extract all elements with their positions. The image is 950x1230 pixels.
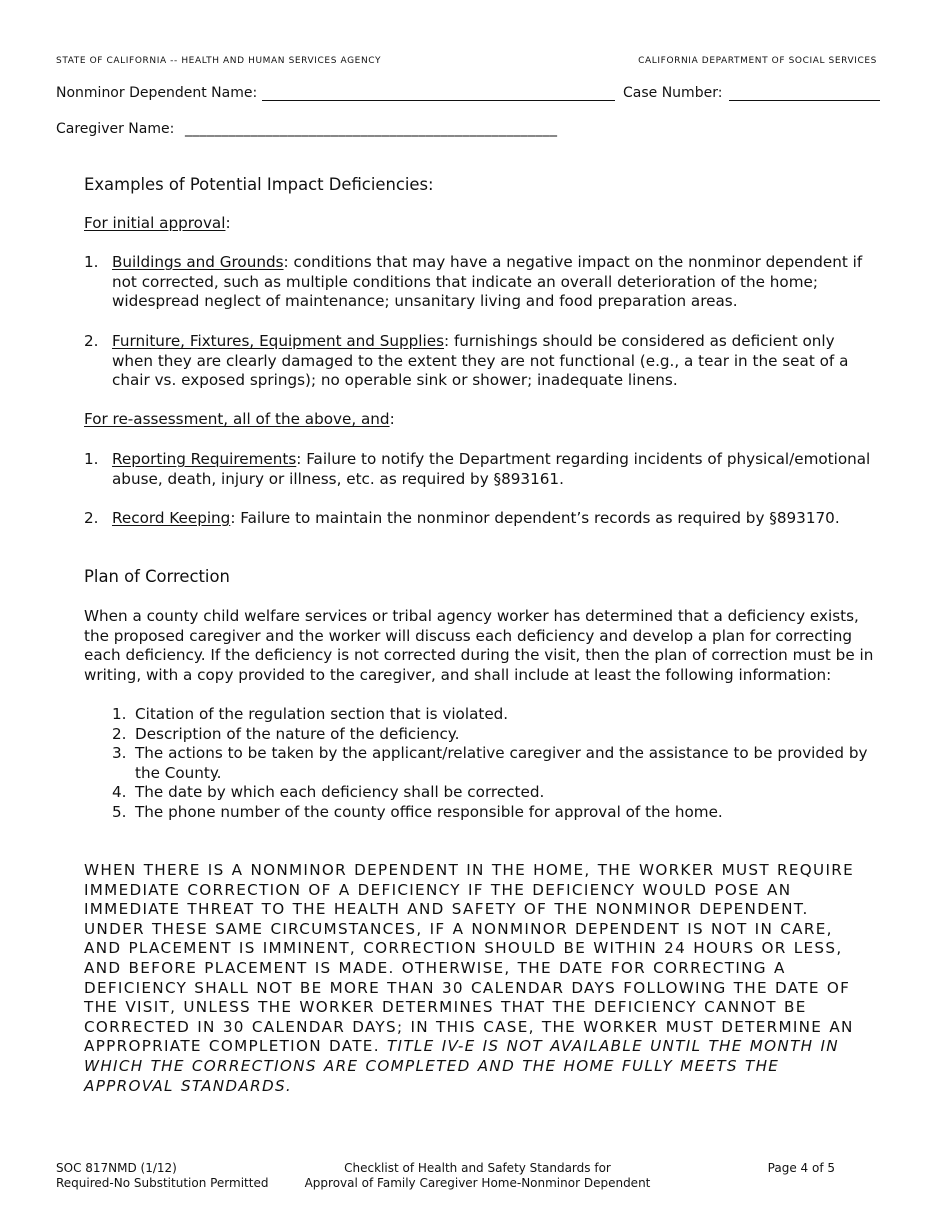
deficiencies-heading: Examples of Potential Impact Deficiencies:	[84, 175, 434, 194]
list-item: Reporting Requirements: Failure to notify the Department regarding incidents of physical/emotional abuse, death, injury or illness, etc. as required by §893161.	[112, 450, 871, 488]
plan-intro-paragraph: When a county child welfare services or tribal agency worker has determined that a deficiency exists, the proposed caregiver and the worker will discuss each deficiency and develop a plan for correcting each deficiency. If the deficiency is not corrected during the visit, then the plan of correction must be in writing, with a copy provided to the caregiver, and shall include at least the following information:	[84, 607, 874, 684]
initial-approval-label: For initial approval:	[84, 214, 231, 232]
list-item: 3. The actions to be taken by the applicant/relative caregiver and the assistance to be provided by the County.	[112, 744, 868, 782]
list-item: 4. The date by which each deficiency shall be corrected.	[112, 783, 545, 802]
list-item-number: 1.	[84, 450, 99, 468]
list-item: 1. Citation of the regulation section that is violated.	[112, 705, 509, 723]
list-item: Furniture, Fixtures, Equipment and Supplies: furnishings should be considered as deficient only when they are clearly damaged to the extent they are not functional (e.g., a tear in the seat of a chair vs. exposed springs); no operable sink or shower; inadequate linens.	[112, 332, 849, 390]
form-id-footer: SOC 817NMD (1/12) Required-No Substitution Permitted	[56, 1161, 269, 1190]
form-title-footer: Checklist of Health and Safety Standards for Approval of Family Caregiver Home-Nonminor Dependent	[304, 1161, 651, 1190]
list-item: 2. Description of the nature of the deficiency.	[112, 724, 460, 743]
plan-requirements-list	[112, 705, 872, 823]
nonminor-name-label: Nonminor Dependent Name:	[56, 85, 258, 101]
list-item: Record Keeping: Failure to maintain the nonminor dependent’s records as required by §893170.	[112, 509, 840, 527]
department-header: CALIFORNIA DEPARTMENT OF SOCIAL SERVICES	[638, 56, 877, 66]
case-number-label: Case Number:	[623, 85, 723, 101]
plan-of-correction-heading: Plan of Correction	[84, 567, 230, 586]
reassessment-label: For re-assessment, all of the above, and:	[84, 410, 395, 428]
list-item: 5. The phone number of the county office responsible for approval of the home.	[112, 802, 723, 821]
caregiver-name-field[interactable]: ___________________________________________________	[185, 121, 558, 137]
correction-notice: WHEN THERE IS A NONMINOR DEPENDENT IN THE HOME, THE WORKER MUST REQUIRE IMMEDIATE CORRECTION OF A DEFICIENCY IF THE DEFICIENCY WOULD POSE AN IMMEDIATE THREAT TO THE HEALTH AND SAFETY OF THE NONMINOR DEPENDENT. UNDER THESE SAME CIRCUMSTANCES, IF A NONMINOR DEPENDENT IS NOT IN CARE, AND PLACEMENT IS IMMINENT, CORRECTION SHOULD BE WITHIN 24 HOURS OR LESS, AND BEFORE PLACEMENT IS MADE. OTHERWISE, THE DATE FOR CORRECTING A DEFICIENCY SHALL NOT BE MORE THAN 30 CALENDAR DAYS FOLLOWING THE DATE OF THE VISIT, UNLESS THE WORKER DETERMINES THAT THE DEFICIENCY CANNOT BE CORRECTED IN 30 CALENDAR DAYS; IN THIS CASE, THE WORKER MUST DETERMINE AN APPROPRIATE COMPLETION DATE. TITLE IV-E IS NOT AVAILABLE UNTIL THE MONTH IN WHICH THE CORRECTIONS ARE COMPLETED AND THE HOME FULLY MEETS THE APPROVAL STANDARDS.	[84, 861, 854, 1095]
list-item: Buildings and Grounds: conditions that may have a negative impact on the nonminor dependent if not corrected, such as multiple conditions that indicate an overall deterioration of the home; widespread neglect of maintenance; unsanitary living and food preparation areas.	[112, 253, 863, 311]
agency-header: STATE OF CALIFORNIA -- HEALTH AND HUMAN SERVICES AGENCY	[56, 56, 382, 66]
page-number: Page 4 of 5	[767, 1161, 835, 1175]
caregiver-name-label: Caregiver Name:	[56, 121, 175, 137]
case-number-field[interactable]	[729, 100, 880, 101]
list-item-number: 2.	[84, 509, 99, 527]
list-item-number: 1.	[84, 253, 99, 271]
list-item-number: 2.	[84, 332, 99, 350]
nonminor-name-field[interactable]	[262, 100, 615, 101]
